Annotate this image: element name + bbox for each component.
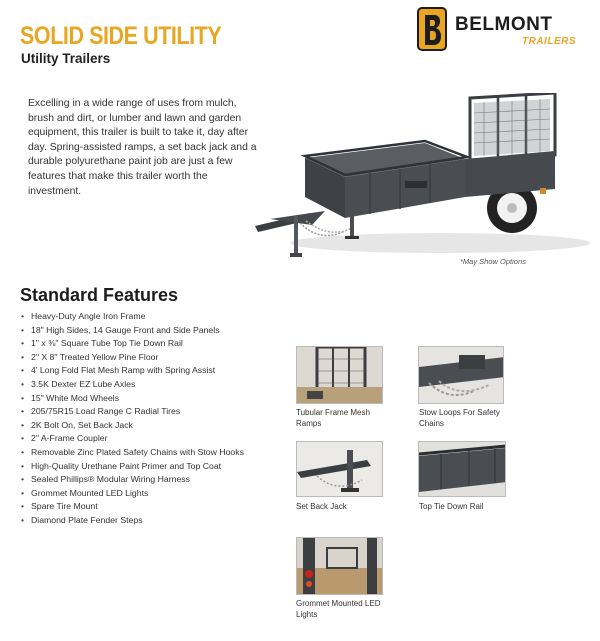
- thumbnail-set-back-jack: [296, 441, 383, 497]
- page-title: SOLID SIDE UTILITY: [20, 22, 222, 50]
- list-item: • High-Quality Urethane Paint Primer and Top Coat: [21, 460, 271, 474]
- thumbnail-caption: Set Back Jack: [296, 502, 347, 511]
- list-item: • 1" x ⅜" Square Tube Top Tie Down Rail: [21, 337, 271, 351]
- list-item: • Diamond Plate Fender Steps: [21, 514, 271, 528]
- thumbnail-stow-loops: [418, 346, 504, 404]
- logo-badge-icon: [417, 7, 447, 51]
- list-item: • 3.5K Dexter EZ Lube Axles: [21, 378, 271, 392]
- list-item: • Removable Zinc Plated Safety Chains with Stow Hooks: [21, 446, 271, 460]
- list-item: • 2" X 8" Treated Yellow Pine Floor: [21, 351, 271, 365]
- list-item: • Sealed Phillips® Modular Wiring Harness: [21, 473, 271, 487]
- list-item: • 18" High Sides, 14 Gauge Front and Side Panels: [21, 324, 271, 338]
- logo-subtext: TRAILERS: [522, 36, 576, 47]
- thumbnail-mesh-ramps: [296, 346, 383, 404]
- features-list: [21, 310, 271, 528]
- logo-wordmark: BELMONT: [455, 14, 553, 35]
- thumbnail-led-lights: [296, 537, 383, 595]
- list-item: • 205/75R15 Load Range C Radial Tires: [21, 405, 271, 419]
- thumbnail-tie-down-rail: [418, 441, 506, 497]
- list-item: • 4' Long Fold Flat Mesh Ramp with Spring Assist: [21, 364, 271, 378]
- list-item: • Spare Tire Mount: [21, 500, 271, 514]
- thumbnail-caption: Grommet Mounted LED Lights: [296, 599, 381, 619]
- list-item: • Grommet Mounted LED Lights: [21, 487, 271, 501]
- list-item: • 2" A-Frame Coupler: [21, 432, 271, 446]
- trailer-hero-image: [250, 93, 595, 268]
- brand-logo: [417, 7, 592, 53]
- list-item: • Heavy-Duty Angle Iron Frame: [21, 310, 271, 324]
- page-subtitle: Utility Trailers: [21, 51, 111, 66]
- hero-caption: *May Show Options: [460, 257, 526, 266]
- thumbnail-caption: Stow Loops For Safety Chains: [419, 408, 500, 428]
- intro-paragraph: Excelling in a wide range of uses from mulch, brush and dirt, or lumber and lawn and garden equipment, this trailer is built to take it, day after day. Spring-assisted ramps, a set back jack and a durable polyurethane paint job are just a few features that make this trailer worth the investment.: [28, 98, 257, 197]
- features-heading: Standard Features: [20, 285, 179, 305]
- thumbnail-caption: Top Tie Down Rail: [419, 502, 484, 511]
- thumbnail-caption: Tubular Frame Mesh Ramps: [296, 408, 370, 428]
- list-item: • 2K Bolt On, Set Back Jack: [21, 419, 271, 433]
- list-item: • 15" White Mod Wheels: [21, 392, 271, 406]
